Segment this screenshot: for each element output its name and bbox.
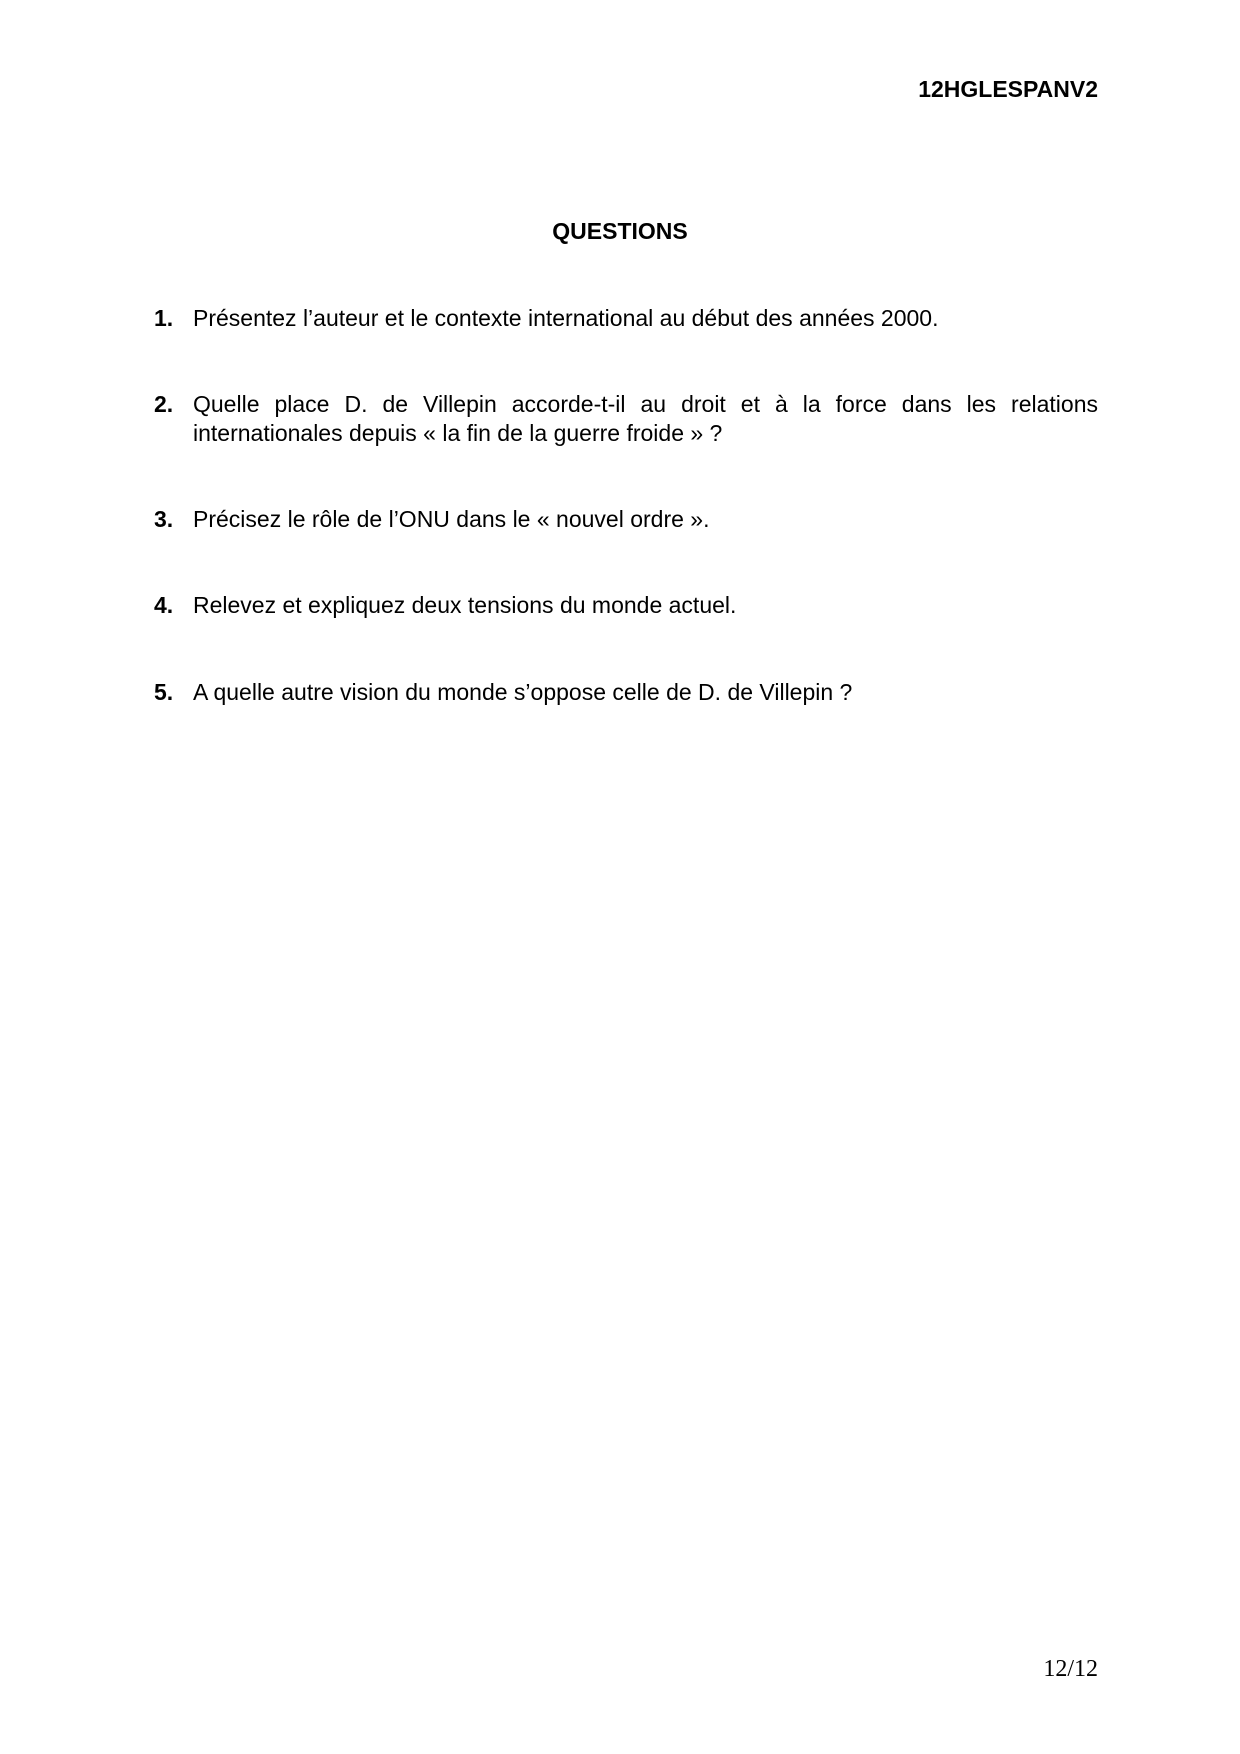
page-number: 12/12 xyxy=(1043,1656,1098,1682)
question-1 xyxy=(154,304,1098,333)
question-text: Relevez et expliquez deux tensions du monde actuel. xyxy=(193,592,737,618)
question-text: A quelle autre vision du monde s’oppose celle de D. de Villepin ? xyxy=(193,679,853,705)
question-2 xyxy=(154,390,1098,448)
question-4 xyxy=(154,591,1098,620)
question-number: 2. xyxy=(154,391,174,417)
question-5 xyxy=(154,678,1098,707)
question-text: Quelle place D. de Villepin accorde-t-il au droit et à la force dans les relations internationales depuis « la fin de la guerre froide » ? xyxy=(193,391,1098,446)
document-code: 12HGLESPANV2 xyxy=(918,76,1098,102)
question-number: 1. xyxy=(154,305,174,331)
question-3 xyxy=(154,505,1098,534)
question-text: Précisez le rôle de l’ONU dans le « nouvel ordre ». xyxy=(193,506,710,532)
page-title: QUESTIONS xyxy=(552,218,688,244)
question-number: 5. xyxy=(154,679,174,705)
question-number: 4. xyxy=(154,592,174,618)
question-number: 3. xyxy=(154,506,174,532)
question-text: Présentez l’auteur et le contexte international au début des années 2000. xyxy=(193,305,939,331)
